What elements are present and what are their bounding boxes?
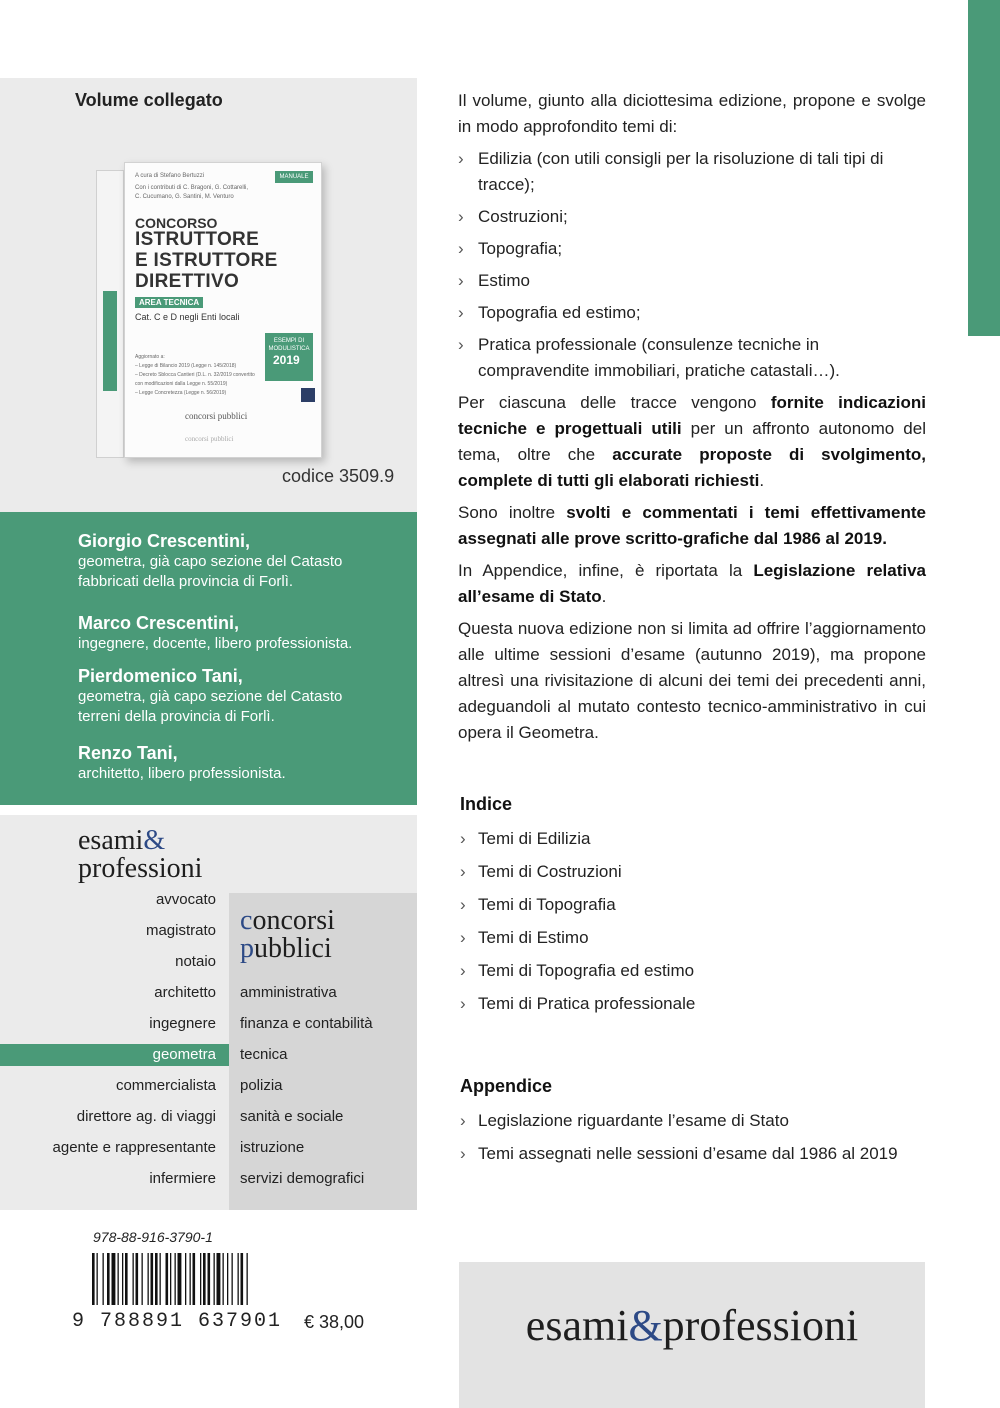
index-item: › Temi di Pratica professionale bbox=[460, 991, 930, 1024]
topic-item: › Estimo bbox=[458, 268, 926, 294]
concorsi-pubblici-logo: concorsi pubblici bbox=[240, 905, 335, 964]
linked-volume-code: codice 3509.9 bbox=[282, 466, 395, 486]
appendix-list bbox=[460, 1108, 930, 1174]
profession-item: notaio bbox=[175, 953, 216, 970]
profession-item: agente e rappresentante bbox=[52, 1139, 216, 1156]
cover-title-line-1: ISTRUTTORE bbox=[135, 229, 260, 250]
cp-category: amministrativa bbox=[240, 984, 337, 1001]
description-intro: Il volume, giunto alla diciottesima edizione, propone e svolge in modo approfondito temi di: bbox=[458, 91, 926, 136]
series-logo-large: esami&professioni bbox=[525, 1301, 859, 1350]
index-list bbox=[460, 826, 930, 1024]
index-item: › Temi di Topografia bbox=[460, 892, 930, 925]
profession-item: architetto bbox=[154, 984, 216, 1001]
author-block bbox=[78, 612, 352, 654]
description-paragraph: Questa nuova edizione non si limita ad offrire l’aggiornamento alle ultime sessioni d’esame (autunno 2019), ma propone altresì una rivisitazione di alcuni dei temi dei precedenti anni, adeguandoli al mutato contesto tecnico-amministrativo in cui opera il Geometra. bbox=[458, 619, 926, 742]
series-logo: esami& professioni bbox=[78, 825, 203, 884]
index-item: › Temi di Estimo bbox=[460, 925, 930, 958]
cover-title-big bbox=[135, 229, 278, 292]
profession-item: commercialista bbox=[115, 1077, 216, 1094]
description-paragraph: Sono inoltre svolti e commentati i temi effettivamente assegnati alle prove scritto-grafiche dal 1986 al 2019. bbox=[458, 503, 926, 548]
cover-title-small: CONCORSO bbox=[135, 215, 218, 231]
topic-item: › Costruzioni; bbox=[458, 204, 926, 230]
author-name: Pierdomenico Tani, bbox=[78, 666, 243, 686]
topic-item: › Topografia; bbox=[458, 236, 926, 262]
author-name: Marco Crescentini, bbox=[78, 613, 240, 633]
index-item: › Temi di Edilizia bbox=[460, 826, 930, 859]
profession-item: magistrato bbox=[145, 922, 216, 939]
cp-category: sanità e sociale bbox=[240, 1108, 344, 1125]
cover-title-line-2: E ISTRUTTORE bbox=[135, 250, 278, 271]
author-name: Renzo Tani, bbox=[78, 743, 178, 763]
profession-item: ingegnere bbox=[149, 1015, 216, 1032]
cover-contributors-2: C. Cucumano, G. Santini, M. Venturo bbox=[135, 194, 234, 200]
topics-list bbox=[458, 146, 926, 384]
cover-tag: MANUALE bbox=[275, 171, 313, 183]
profession-item: infermiere bbox=[149, 1170, 216, 1187]
cp-category: finanza e contabilità bbox=[240, 1015, 373, 1032]
isbn-number: 978-88-916-3790-1 bbox=[93, 1229, 213, 1245]
cover-esempi-badge: ESEMPI DI MODULISTICA bbox=[265, 333, 313, 381]
appendix-title: Appendice bbox=[460, 1076, 553, 1096]
cp-category: tecnica bbox=[240, 1046, 288, 1063]
cover-curator: A cura di Stefano Bertuzzi bbox=[135, 173, 205, 179]
cover-title-line-3: DIRETTIVO bbox=[135, 271, 240, 292]
index-item: › Temi di Topografia ed estimo bbox=[460, 958, 930, 991]
cover-contributors: Con i contributi di C. Bragoni, G. Cottarelli, bbox=[135, 185, 249, 191]
publisher-logo-icon bbox=[301, 388, 315, 402]
book-spine bbox=[96, 170, 124, 458]
profession-item-active: geometra bbox=[152, 1046, 216, 1063]
author-desc: geometra, già capo sezione del Catasto bbox=[78, 553, 343, 570]
author-desc: ingegnere, docente, libero professionista. bbox=[78, 635, 353, 652]
book-front-cover bbox=[124, 162, 322, 458]
index-item: › Temi di Costruzioni bbox=[460, 859, 930, 892]
topic-item: › Edilizia (con utili consigli per la risoluzione di tali tipi di tracce); bbox=[458, 146, 926, 198]
profession-item: avvocato bbox=[155, 891, 216, 908]
author-desc: fabbricati della provincia di Forlì. bbox=[78, 573, 294, 590]
topic-item: › Pratica professionale (consulenze tecniche in compravendite immobiliari, pratiche catastali…). bbox=[458, 332, 926, 384]
cp-category: servizi demografici bbox=[240, 1170, 365, 1187]
series-logo-banner bbox=[459, 1262, 925, 1408]
author-desc: geometra, già capo sezione del Catasto bbox=[78, 688, 343, 705]
book-description bbox=[458, 88, 926, 752]
price: € 38,00 bbox=[304, 1312, 365, 1332]
appendix-item: › Legislazione riguardante l’esame di Stato bbox=[460, 1108, 930, 1141]
side-color-tab bbox=[968, 0, 1000, 336]
cover-year: 2019 bbox=[273, 353, 300, 367]
cover-publisher: concorsi pubblici bbox=[185, 411, 248, 421]
author-block bbox=[78, 742, 286, 784]
author-desc: architetto, libero professionista. bbox=[78, 765, 286, 782]
linked-volume-heading: Volume collegato bbox=[75, 90, 223, 110]
appendix-item: › Temi assegnati nelle sessioni d’esame dal 1986 al 2019 bbox=[460, 1141, 930, 1174]
cover-category: Cat. C e D negli Enti locali bbox=[135, 312, 240, 322]
linked-volume-cover bbox=[96, 162, 316, 462]
author-desc: terreni della provincia di Forlì. bbox=[78, 708, 275, 725]
barcode-digits: 9 788891 637901 bbox=[72, 1310, 283, 1333]
cover-publisher-faded: concorsi pubblici bbox=[185, 435, 234, 443]
barcode-icon bbox=[92, 1253, 290, 1305]
topic-item: › Topografia ed estimo; bbox=[458, 300, 926, 326]
description-paragraph: In Appendice, infine, è riportata la Legislazione relativa all’esame di Stato. bbox=[458, 561, 926, 606]
description-paragraph: Per ciascuna delle tracce vengono fornite indicazioni tecniche e progettuali utili per un affronto autonomo del tema, oltre che accurate proposte di svolgimento, complete di tutti gli elaborati richiesti. bbox=[458, 393, 927, 490]
author-block bbox=[78, 530, 342, 592]
cover-updates: Aggiornato a: – Legge di Bilancio 2019 (Legge n. 145/2018) – Decreto Sblocca Cantieri (D.L. n. 32/2019 convertito con modificazioni dalla Legge n. 55/2019) – Legge Concretezza (Legge n. 56/2019) bbox=[135, 354, 255, 396]
author-name: Giorgio Crescentini, bbox=[78, 531, 251, 551]
cp-category: istruzione bbox=[240, 1139, 305, 1156]
cover-area-label: AREA TECNICA bbox=[135, 297, 203, 308]
profession-item: direttore ag. di viaggi bbox=[76, 1108, 216, 1125]
index-title: Indice bbox=[460, 794, 513, 814]
author-block bbox=[78, 665, 342, 727]
cp-category: polizia bbox=[240, 1077, 283, 1094]
